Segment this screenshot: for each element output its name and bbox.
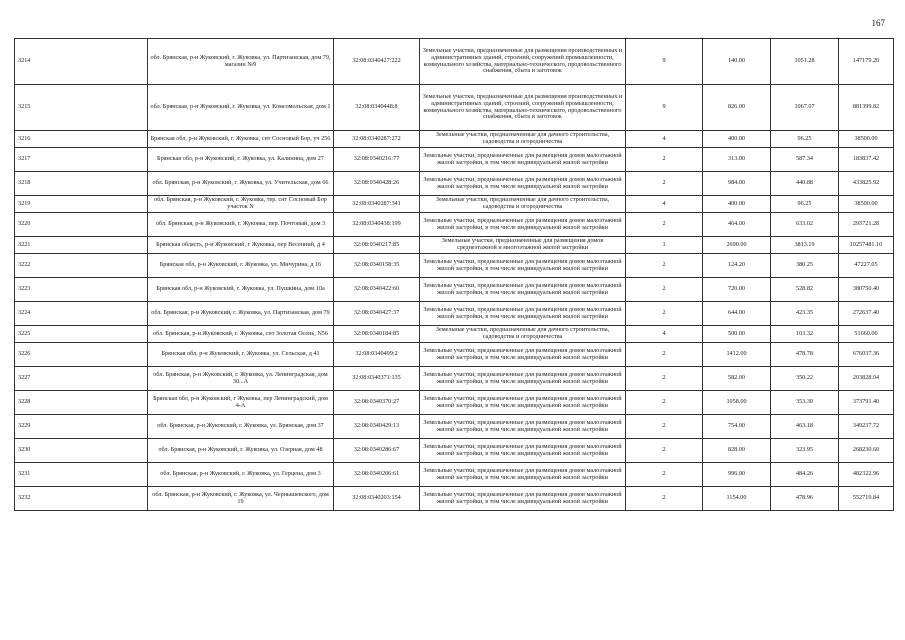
- row-group: 9: [626, 39, 703, 85]
- row-area: 582.00: [703, 367, 771, 391]
- table-row: [15, 213, 894, 237]
- row-area: 754.00: [703, 415, 771, 439]
- row-number: 3215: [15, 85, 148, 131]
- row-land-use: Земельные участки, предназначенные для размещения домов среднеэтажной и многоэтажной жилой застройки: [420, 237, 626, 254]
- row-address: обл. Брянская, р-н Жуковский, г. Жуковка, пер. Почтовый, дом 3: [148, 213, 334, 237]
- row-cadastral-value: 47227.05: [839, 254, 894, 278]
- row-land-use: Земельные участки, предназначенные для размещения домов малоэтажной жилой застройки, в том числе индивидуальной жилой застройки: [420, 391, 626, 415]
- row-specific-value: 380.25: [771, 254, 839, 278]
- row-group: 2: [626, 148, 703, 172]
- row-land-use: Земельные участки, предназначенные для размещения домов малоэтажной жилой застройки, в том числе индивидуальной жилой застройки: [420, 463, 626, 487]
- table-row: [15, 415, 894, 439]
- row-group: 2: [626, 254, 703, 278]
- row-area: 1058.00: [703, 391, 771, 415]
- table-row: [15, 463, 894, 487]
- table-row: [15, 148, 894, 172]
- row-group: 2: [626, 278, 703, 302]
- row-cadastral-number: 32:08:0340429:13: [334, 415, 420, 439]
- row-group: 4: [626, 131, 703, 148]
- row-specific-value: 353.30: [771, 391, 839, 415]
- row-address: обл. Брянская, р-н Жуковский, г. Жуковка, ул. Чернышевского, дом 19: [148, 487, 334, 511]
- row-land-use: Земельные участки, предназначенные для размещения домов малоэтажной жилой застройки, в том числе индивидуальной жилой застройки: [420, 487, 626, 511]
- row-specific-value: 103.32: [771, 326, 839, 343]
- row-address: Брянская обл, р-н Жуковский, г. Жуковка, ул. Сельская, д 41: [148, 343, 334, 367]
- row-area: 644.00: [703, 302, 771, 326]
- table-row: [15, 196, 894, 213]
- row-address: обл. Брянская, р-н Жуковский, г. Жуковка, ул. Партизанская, дом 79: [148, 302, 334, 326]
- page-number: 167: [871, 18, 885, 28]
- row-land-use: Земельные участки, предназначенные для размещения домов малоэтажной жилой застройки, в том числе индивидуальной жилой застройки: [420, 439, 626, 463]
- row-group: 1: [626, 237, 703, 254]
- row-area: 996.00: [703, 463, 771, 487]
- row-group: 2: [626, 172, 703, 196]
- row-cadastral-number: 32:08:0340499:2: [334, 343, 420, 367]
- row-cadastral-number: 32:08:0340216:77: [334, 148, 420, 172]
- row-cadastral-number: 32:08:0340206:61: [334, 463, 420, 487]
- row-address: обл. Брянская, р-н Жуковский, г. Жуковка, тер. снт Сосновый Бор участок N: [148, 196, 334, 213]
- row-number: 3226: [15, 343, 148, 367]
- row-number: 3229: [15, 415, 148, 439]
- row-land-use: Земельные участки, предназначенные для дачного строительства, садоводства и огородничества: [420, 196, 626, 213]
- row-area: 140.00: [703, 39, 771, 85]
- row-address: Брянская обл, р-н Жуковский, г. Жуковка, ул. Пушкина, дом 10а: [148, 278, 334, 302]
- row-number: 3216: [15, 131, 148, 148]
- row-land-use: Земельные участки, предназначенные для размещения домов малоэтажной жилой застройки, в том числе индивидуальной жилой застройки: [420, 415, 626, 439]
- row-group: 2: [626, 213, 703, 237]
- row-address: обл. Брянская, р-н Жуковский, г. Жуковка, ул. Партизанская, дом 79, магазин №9: [148, 39, 334, 85]
- row-land-use: Земельные участки, предназначенные для размещения домов малоэтажной жилой застройки, в том числе индивидуальной жилой застройки: [420, 302, 626, 326]
- row-address: Брянская обл, р-н Жуковский, г. Жуковка, ул. Мичурина, д 16: [148, 254, 334, 278]
- row-cadastral-value: 349237.72: [839, 415, 894, 439]
- row-group: 2: [626, 302, 703, 326]
- row-specific-value: 633.02: [771, 213, 839, 237]
- row-cadastral-number: 32:08:0340203:154: [334, 487, 420, 511]
- row-cadastral-value: 203828.04: [839, 367, 894, 391]
- table-row: [15, 278, 894, 302]
- row-specific-value: 3813.19: [771, 237, 839, 254]
- row-specific-value: 484.26: [771, 463, 839, 487]
- row-specific-value: 323.95: [771, 439, 839, 463]
- row-cadastral-number: 32:08:0340427:37: [334, 302, 420, 326]
- row-address: обл. Брянская, р-н Жуковский, г. Жуковка, ул. Комсомольская, дом 1: [148, 85, 334, 131]
- row-cadastral-value: 38500.00: [839, 196, 894, 213]
- row-cadastral-value: 147179.20: [839, 39, 894, 85]
- row-cadastral-value: 293721.28: [839, 213, 894, 237]
- row-cadastral-value: 482322.96: [839, 463, 894, 487]
- row-area: 400.00: [703, 131, 771, 148]
- row-land-use: Земельные участки, предназначенные для размещения домов малоэтажной жилой застройки, в том числе индивидуальной жилой застройки: [420, 172, 626, 196]
- row-cadastral-number: 32:08:0340371:135: [334, 367, 420, 391]
- row-specific-value: 463.18: [771, 415, 839, 439]
- table-row: [15, 254, 894, 278]
- row-address: Брянская обл, р-н Жуковский, г. Жуковка, ул. Калинина, дом 27: [148, 148, 334, 172]
- row-cadastral-number: 32:08:0340286:67: [334, 439, 420, 463]
- row-address: обл. Брянская, р-н Жуковский, г. Жуковка, ул. Ленинградская, дом 30...А: [148, 367, 334, 391]
- row-cadastral-number: 32:08:0340158:35: [334, 254, 420, 278]
- row-area: 313.00: [703, 148, 771, 172]
- row-land-use: Земельные участки, предназначенные для размещения производственных и административных зданий, строений, сооружений промышленности, коммунального хозяйства, материально-технического, продовольственного снабжения, сбыта и заготовок: [420, 85, 626, 131]
- row-cadastral-value: 380750.40: [839, 278, 894, 302]
- row-cadastral-number: 32:08:0340184:85: [334, 326, 420, 343]
- row-specific-value: 96.25: [771, 131, 839, 148]
- row-land-use: Земельные участки, предназначенные для размещения домов малоэтажной жилой застройки, в том числе индивидуальной жилой застройки: [420, 254, 626, 278]
- row-group: 4: [626, 326, 703, 343]
- row-number: 3214: [15, 39, 148, 85]
- table-row: [15, 487, 894, 511]
- table-row: [15, 39, 894, 85]
- row-address: обл. Брянская, р-н Жуковский, г. Жуковка, ул. Озерная, дом 48: [148, 439, 334, 463]
- row-land-use: Земельные участки, предназначенные для размещения домов малоэтажной жилой застройки, в том числе индивидуальной жилой застройки: [420, 213, 626, 237]
- row-address: Брянская область, р-н Жуковский, г Жуковка, пер Весенний, д 4: [148, 237, 334, 254]
- row-number: 3220: [15, 213, 148, 237]
- table-row: [15, 367, 894, 391]
- row-number: 3224: [15, 302, 148, 326]
- row-number: 3223: [15, 278, 148, 302]
- row-specific-value: 1067.07: [771, 85, 839, 131]
- row-number: 3230: [15, 439, 148, 463]
- row-cadastral-value: 51660.00: [839, 326, 894, 343]
- row-area: 1154.00: [703, 487, 771, 511]
- row-cadastral-value: 373791.40: [839, 391, 894, 415]
- row-land-use: Земельные участки, предназначенные для размещения домов малоэтажной жилой застройки, в том числе индивидуальной жилой застройки: [420, 343, 626, 367]
- row-number: 3227: [15, 367, 148, 391]
- row-cadastral-number: 32:08:0340448:8: [334, 85, 420, 131]
- table-row: [15, 131, 894, 148]
- row-group: 2: [626, 463, 703, 487]
- row-group: 2: [626, 391, 703, 415]
- row-cadastral-number: 32:08:0340422:60: [334, 278, 420, 302]
- table-row: [15, 391, 894, 415]
- row-number: 3231: [15, 463, 148, 487]
- row-cadastral-value: 268230.60: [839, 439, 894, 463]
- row-specific-value: 440.88: [771, 172, 839, 196]
- row-number: 3232: [15, 487, 148, 511]
- row-number: 3222: [15, 254, 148, 278]
- row-address: обл. Брянская, р-н Жуковский, г. Жуковка, ул. Учительская, дом 66: [148, 172, 334, 196]
- row-specific-value: 423.35: [771, 302, 839, 326]
- row-number: 3225: [15, 326, 148, 343]
- row-address: обл. Брянская, р-н Жуковский, г. Жуковка, ул. Герцена, дом 3: [148, 463, 334, 487]
- row-cadastral-number: 32:08:0340428:26: [334, 172, 420, 196]
- row-group: 2: [626, 415, 703, 439]
- row-address: Брянская обл, р-н Жуковский, г Жуковка, пер Ленинградский, дом 4-А: [148, 391, 334, 415]
- row-cadastral-value: 433825.92: [839, 172, 894, 196]
- row-area: 1412.00: [703, 343, 771, 367]
- row-group: 2: [626, 487, 703, 511]
- row-area: 828.00: [703, 439, 771, 463]
- row-group: 2: [626, 343, 703, 367]
- row-group: 2: [626, 439, 703, 463]
- row-cadastral-value: 676037.36: [839, 343, 894, 367]
- row-specific-value: 350.22: [771, 367, 839, 391]
- row-cadastral-number: 32:08:0340287:272: [334, 131, 420, 148]
- table-row: [15, 85, 894, 131]
- table-row: [15, 343, 894, 367]
- row-address: обл. Брянская, р-н Жуковский, г. Жуковка, ул. Брянская, дом 37: [148, 415, 334, 439]
- row-cadastral-number: 32:08:0340438:199: [334, 213, 420, 237]
- row-specific-value: 1051.28: [771, 39, 839, 85]
- row-number: 3228: [15, 391, 148, 415]
- row-land-use: Земельные участки, предназначенные для размещения домов малоэтажной жилой застройки, в том числе индивидуальной жилой застройки: [420, 148, 626, 172]
- row-cadastral-number: 32:08:0340287:341: [334, 196, 420, 213]
- row-land-use: Земельные участки, предназначенные для дачного строительства, садоводства и огородничества: [420, 326, 626, 343]
- row-address: Брянская обл, р-н Жуковский, г. Жуковка, снт Сосновый Бор, уч 256: [148, 131, 334, 148]
- row-specific-value: 528.82: [771, 278, 839, 302]
- row-specific-value: 587.34: [771, 148, 839, 172]
- row-cadastral-value: 272637.40: [839, 302, 894, 326]
- table-row: [15, 302, 894, 326]
- row-cadastral-value: 183837.42: [839, 148, 894, 172]
- row-cadastral-number: 32:08:0340370:27: [334, 391, 420, 415]
- row-area: 720.00: [703, 278, 771, 302]
- row-area: 500.00: [703, 326, 771, 343]
- row-cadastral-value: 10257481.10: [839, 237, 894, 254]
- row-area: 826.00: [703, 85, 771, 131]
- row-address: обл. Брянская, р-н Жуковский, г. Жуковка, снт Золотая Осень, N56: [148, 326, 334, 343]
- row-group: 4: [626, 196, 703, 213]
- row-cadastral-number: 32:08:0340427:222: [334, 39, 420, 85]
- row-number: 3221: [15, 237, 148, 254]
- row-cadastral-value: 552719.84: [839, 487, 894, 511]
- table-row: [15, 172, 894, 196]
- table-row: [15, 439, 894, 463]
- row-area: 124.20: [703, 254, 771, 278]
- row-specific-value: 96.25: [771, 196, 839, 213]
- row-cadastral-value: 881399.82: [839, 85, 894, 131]
- row-number: 3219: [15, 196, 148, 213]
- row-area: 2690.00: [703, 237, 771, 254]
- row-land-use: Земельные участки, предназначенные для размещения домов малоэтажной жилой застройки, в том числе индивидуальной жилой застройки: [420, 367, 626, 391]
- registry-table-body: [15, 39, 894, 511]
- row-number: 3218: [15, 172, 148, 196]
- row-specific-value: 478.78: [771, 343, 839, 367]
- row-cadastral-number: 32:08:0340217:85: [334, 237, 420, 254]
- row-land-use: Земельные участки, предназначенные для размещения домов малоэтажной жилой застройки, в том числе индивидуальной жилой застройки: [420, 278, 626, 302]
- row-group: 2: [626, 367, 703, 391]
- row-group: 9: [626, 85, 703, 131]
- table-row: [15, 237, 894, 254]
- row-number: 3217: [15, 148, 148, 172]
- row-land-use: Земельные участки, предназначенные для размещения производственных и административных зданий, строений, сооружений промышленности, коммунального хозяйства, материально-технического, продовольственного снабжения, сбыта и заготовок: [420, 39, 626, 85]
- row-area: 464.00: [703, 213, 771, 237]
- cadastral-registry-table: [14, 38, 894, 511]
- row-area: 984.00: [703, 172, 771, 196]
- table-row: [15, 326, 894, 343]
- row-area: 400.00: [703, 196, 771, 213]
- row-cadastral-value: 38500.00: [839, 131, 894, 148]
- row-specific-value: 478.96: [771, 487, 839, 511]
- row-land-use: Земельные участки, предназначенные для дачного строительства, садоводства и огородничества: [420, 131, 626, 148]
